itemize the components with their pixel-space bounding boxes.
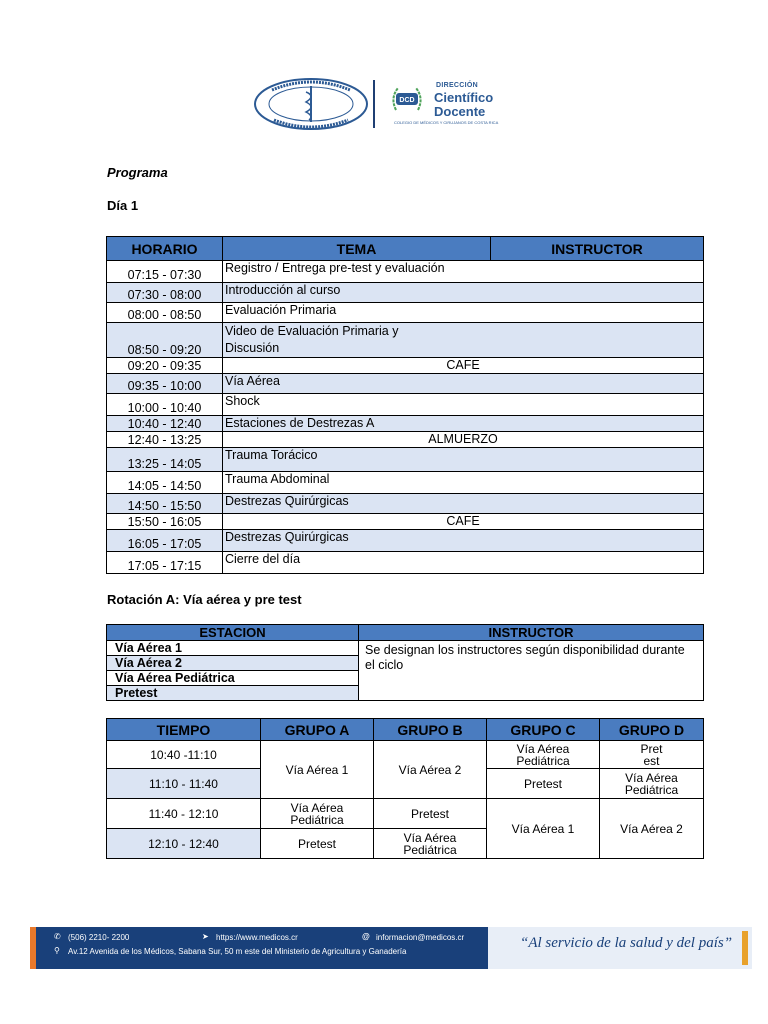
footer-phone: (506) 2210- 2200 (68, 933, 130, 942)
phone-icon: ✆ (54, 932, 61, 941)
dcd-line2: Docente (434, 104, 486, 119)
logo-divider (373, 80, 375, 128)
schedule-row (107, 323, 704, 358)
groups-row (107, 741, 704, 769)
schedule-row (107, 472, 704, 494)
group-time: 11:10 - 11:40 (107, 769, 261, 799)
footer-web[interactable]: https://www.medicos.cr (216, 933, 298, 942)
schedule-row (107, 494, 704, 514)
schedule-break: ALMUERZO (223, 432, 704, 448)
group-d-cell: Vía Aérea Pediátrica (600, 769, 704, 799)
schedule-time: 14:05 - 14:50 (107, 472, 223, 494)
col-grupo-b: GRUPO B (374, 719, 487, 741)
schedule-topic: Introducción al curso (223, 283, 704, 303)
dcd-logo (390, 78, 520, 130)
footer-contact (30, 927, 488, 969)
group-time: 12:10 - 12:40 (107, 829, 261, 859)
groups-row (107, 799, 704, 829)
schedule-header-row (107, 237, 704, 261)
schedule-row (107, 432, 704, 448)
groups-table (106, 718, 704, 859)
col-grupo-d: GRUPO D (600, 719, 704, 741)
schedule-time: 08:50 - 09:20 (107, 323, 223, 358)
schedule-time: 14:50 - 15:50 (107, 494, 223, 514)
station-item: Pretest (107, 686, 359, 701)
station-row (107, 641, 704, 656)
col-station-instructor: INSTRUCTOR (359, 625, 704, 641)
group-c-cell: Vía Aérea 1 (487, 799, 600, 859)
schedule-row (107, 530, 704, 552)
dia-heading: Día 1 (107, 198, 139, 213)
footer-email[interactable]: informacion@medicos.cr (376, 933, 465, 942)
schedule-row (107, 394, 704, 416)
group-c-cell: Vía Aérea Pediátrica (487, 741, 600, 769)
station-item: Vía Aérea 2 (107, 656, 359, 671)
footer-slogan: “Al servicio de la salud y del país” (520, 935, 733, 951)
schedule-row (107, 303, 704, 323)
schedule-row (107, 448, 704, 472)
schedule-time: 15:50 - 16:05 (107, 514, 223, 530)
schedule-row (107, 552, 704, 574)
schedule-break: CAFE (223, 358, 704, 374)
schedule-topic: Registro / Entrega pre-test y evaluación (223, 261, 704, 283)
group-c-cell: Pretest (487, 769, 600, 799)
schedule-row (107, 283, 704, 303)
col-estacion: ESTACION (107, 625, 359, 641)
schedule-row (107, 416, 704, 432)
schedule-time: 07:15 - 07:30 (107, 261, 223, 283)
schedule-topic: Vía Aérea (223, 374, 704, 394)
station-item: Vía Aérea 1 (107, 641, 359, 656)
group-d-cell: Vía Aérea 2 (600, 799, 704, 859)
groups-header-row (107, 719, 704, 741)
schedule-topic: Shock (223, 394, 704, 416)
schedule-time: 10:00 - 10:40 (107, 394, 223, 416)
schedule-time: 13:25 - 14:05 (107, 448, 223, 472)
rotacion-heading: Rotación A: Vía aérea y pre test (107, 592, 302, 607)
group-b-cell: Vía Aérea Pediátrica (374, 829, 487, 859)
schedule-time: 07:30 - 08:00 (107, 283, 223, 303)
schedule-topic: Video de Evaluación Primaria y Discusión (223, 323, 704, 358)
footer-accent (30, 927, 36, 969)
schedule-time: 09:35 - 10:00 (107, 374, 223, 394)
stations-header-row (107, 625, 704, 641)
col-grupo-c: GRUPO C (487, 719, 600, 741)
schedule-topic: Cierre del día (223, 552, 704, 574)
col-tema: TEMA (223, 237, 491, 261)
schedule-break: CAFE (223, 514, 704, 530)
group-time: 10:40 -11:10 (107, 741, 261, 769)
colegio-medicos-seal-icon (252, 76, 370, 132)
stations-table (106, 624, 704, 701)
programa-heading: Programa (107, 165, 168, 180)
schedule-row (107, 358, 704, 374)
schedule-topic: Evaluación Primaria (223, 303, 704, 323)
group-time: 11:40 - 12:10 (107, 799, 261, 829)
col-grupo-a: GRUPO A (261, 719, 374, 741)
station-instructor-note: Se designan los instructores según disponibilidad durante el ciclo (359, 641, 704, 701)
schedule-time: 12:40 - 13:25 (107, 432, 223, 448)
location-icon: ⚲ (54, 946, 60, 955)
group-b-cell: Vía Aérea 2 (374, 741, 487, 799)
col-horario: HORARIO (107, 237, 223, 261)
col-instructor: INSTRUCTOR (491, 237, 704, 261)
schedule-topic: Trauma Torácico (223, 448, 704, 472)
footer-accent-right (742, 931, 748, 965)
dcd-direction: DIRECCIÓN (436, 82, 478, 89)
at-icon: @ (362, 932, 370, 941)
schedule-time: 09:20 - 09:35 (107, 358, 223, 374)
schedule-table (106, 236, 704, 574)
schedule-topic: Trauma Abdominal (223, 472, 704, 494)
schedule-time: 08:00 - 08:50 (107, 303, 223, 323)
station-item: Vía Aérea Pediátrica (107, 671, 359, 686)
laurel-icon (390, 84, 424, 114)
group-a-cell: Vía Aérea 1 (261, 741, 374, 799)
dcd-line1: Científico (434, 90, 494, 105)
header-logos (250, 76, 520, 132)
schedule-time: 16:05 - 17:05 (107, 530, 223, 552)
col-tiempo: TIEMPO (107, 719, 261, 741)
group-d-cell: Pret est (600, 741, 704, 769)
schedule-topic: Destrezas Quirúrgicas (223, 494, 704, 514)
schedule-topic: Estaciones de Destrezas A (223, 416, 704, 432)
schedule-row (107, 374, 704, 394)
schedule-time: 10:40 - 12:40 (107, 416, 223, 432)
schedule-row (107, 514, 704, 530)
dcd-badge-text: DCD (399, 97, 415, 104)
dcd-subtitle: COLEGIO DE MÉDICOS Y CIRUJANOS DE COSTA RICA (394, 120, 499, 125)
cursor-icon: ➤ (202, 932, 209, 941)
group-b-cell: Pretest (374, 799, 487, 829)
group-a-cell: Pretest (261, 829, 374, 859)
schedule-topic: Destrezas Quirúrgicas (223, 530, 704, 552)
schedule-time: 17:05 - 17:15 (107, 552, 223, 574)
footer-address: Av.12 Avenida de los Médicos, Sabana Sur, 50 m este del Ministerio de Agricultura y Ganadería (68, 947, 407, 956)
group-a-cell: Vía Aérea Pediátrica (261, 799, 374, 829)
schedule-row (107, 261, 704, 283)
